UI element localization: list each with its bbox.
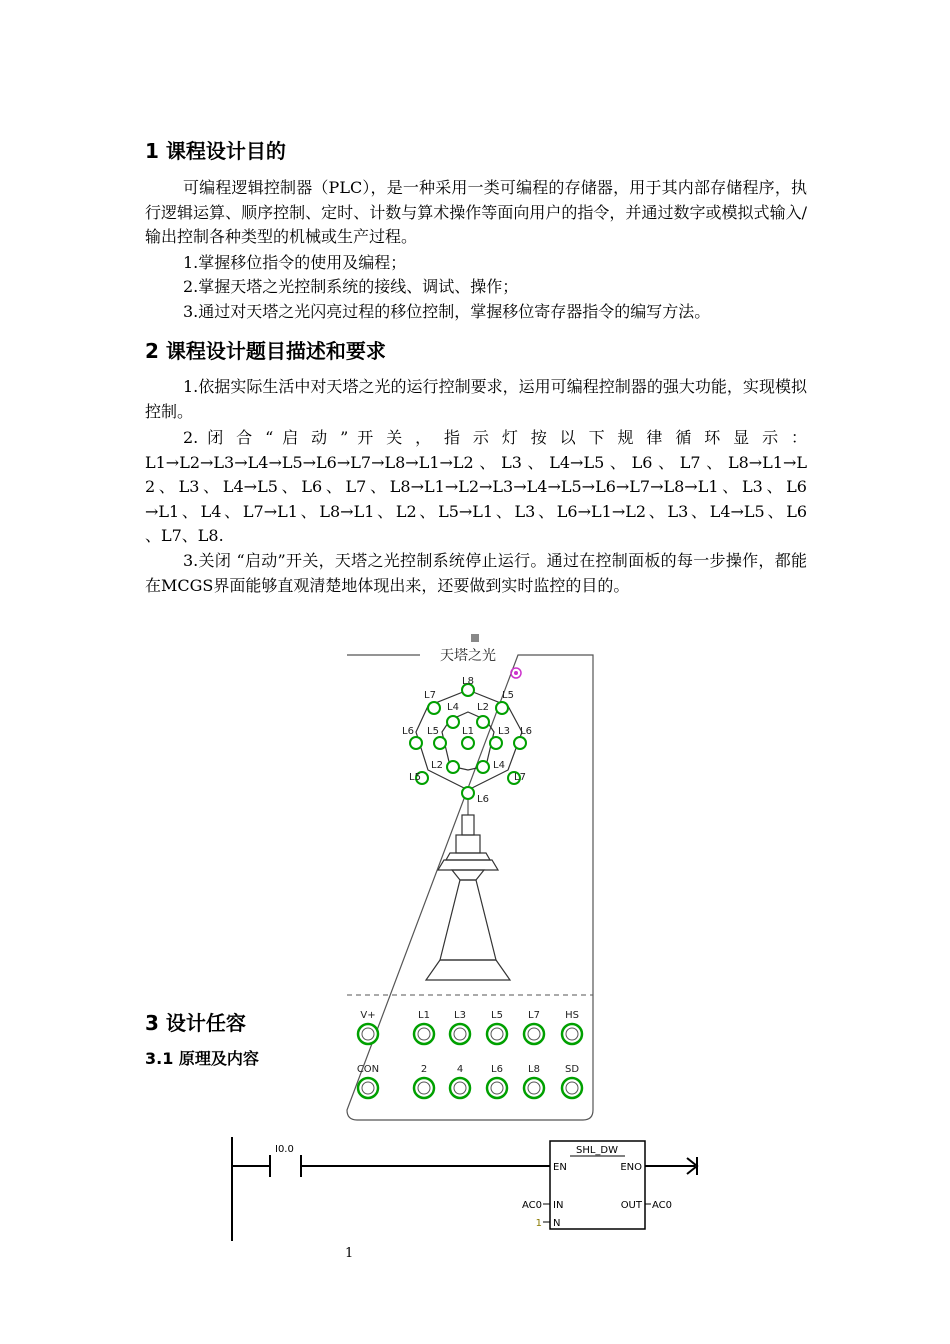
block-title: SHL_DW bbox=[575, 1145, 619, 1156]
button-sd[interactable] bbox=[562, 1078, 582, 1098]
lamp-label: L2 bbox=[431, 760, 443, 771]
out-value: AC0 bbox=[652, 1200, 673, 1211]
lamp-L6-left bbox=[410, 737, 422, 749]
button-label: V+ bbox=[360, 1010, 376, 1021]
lamp-label: L2 bbox=[477, 702, 489, 713]
button-l6[interactable] bbox=[487, 1078, 507, 1098]
button-label: 2 bbox=[420, 1064, 428, 1075]
section-3-title: 3 设计任容 bbox=[145, 1011, 246, 1035]
magenta-indicator-icon bbox=[511, 668, 521, 678]
in-value: AC0 bbox=[521, 1200, 542, 1211]
objective-2: 2.掌握天塔之光控制系统的接线、调试、操作； bbox=[183, 277, 519, 296]
button-label: L1 bbox=[418, 1010, 430, 1021]
lamp-inner-L1 bbox=[462, 737, 474, 749]
lamp-label: L6 bbox=[477, 794, 489, 805]
button-label: 4 bbox=[456, 1064, 464, 1075]
lamp-label: L7 bbox=[424, 690, 436, 701]
n-pin: N bbox=[553, 1218, 561, 1229]
lamp-label: L1 bbox=[462, 726, 474, 737]
lamp-label: L5 bbox=[502, 690, 514, 701]
lamp-label: L4 bbox=[447, 702, 459, 713]
lamp-inner-L4b bbox=[477, 761, 489, 773]
button-con[interactable] bbox=[358, 1078, 378, 1098]
lamp-inner-L5 bbox=[434, 737, 446, 749]
lamp-inner-L2b bbox=[447, 761, 459, 773]
button-l1[interactable] bbox=[414, 1024, 434, 1044]
lamp-label: L8 bbox=[462, 676, 474, 687]
section-1-title: 1 课程设计目的 bbox=[145, 139, 286, 163]
panel-title: 天塔之光 bbox=[440, 648, 496, 664]
lamp-label: L6 bbox=[402, 726, 414, 737]
lamp-label: L5 bbox=[409, 772, 421, 783]
contact-label: I0.0 bbox=[275, 1144, 294, 1155]
section-2-title: 2 课程设计题目描述和要求 bbox=[145, 339, 386, 363]
ladder-diagram bbox=[225, 1133, 705, 1245]
sequence-line-4: 、L7、L8. bbox=[145, 526, 224, 545]
button-hs[interactable] bbox=[562, 1024, 582, 1044]
lamp-label: L3 bbox=[498, 726, 510, 737]
lamp-L6-right bbox=[514, 737, 526, 749]
lamp-label: L7 bbox=[514, 772, 526, 783]
button-v-plus[interactable] bbox=[358, 1024, 378, 1044]
button-label: L8 bbox=[528, 1064, 540, 1075]
lamp-label: L6 bbox=[520, 726, 532, 737]
sequence-line-3: →L1、L4、L7→L1、L8→L1、L2、L5→L1、L3、L6→L1→L2、L3、L4→L5、L6 bbox=[145, 502, 807, 521]
eno-pin: ENO bbox=[620, 1162, 642, 1173]
lamp-inner-L2 bbox=[477, 716, 489, 728]
lamp-label: L4 bbox=[493, 760, 505, 771]
button-label: CON bbox=[356, 1064, 380, 1075]
button-l3[interactable] bbox=[450, 1024, 470, 1044]
button-label: SD bbox=[564, 1064, 580, 1075]
button-label: L5 bbox=[491, 1010, 503, 1021]
sequence-line-1: L1→L2→L3→L4→L5→L6→L7→L8→L1→L2、L3、L4→L5、L6、L7、L8→L1→L bbox=[145, 453, 807, 472]
section-1-paragraph: 可编程逻辑控制器（PLC），是一种采用一类可编程的存储器，用于其内部存储程序，执行逻辑运算、顺序控制、定时、计数与算术操作等面向用户的指令，并通过数字或模拟式输入/输出控制各种类型的机械或生产过程。 bbox=[145, 178, 807, 246]
button-2[interactable] bbox=[414, 1078, 434, 1098]
lamp-label: L5 bbox=[427, 726, 439, 737]
out-pin: OUT bbox=[620, 1200, 642, 1211]
requirement-2-head: 2. 闭 合 “ 启 动 ” 开 关 ， 指 示 灯 按 以 下 规 律 循 环 显 示 ： bbox=[183, 428, 807, 447]
button-label: L6 bbox=[491, 1064, 503, 1075]
in-pin: IN bbox=[553, 1200, 564, 1211]
objective-1: 1.掌握移位指令的使用及编程； bbox=[183, 253, 407, 272]
button-label: L3 bbox=[454, 1010, 466, 1021]
subsection-3-1-title: 3.1 原理及内容 bbox=[145, 1049, 259, 1068]
tower-light-panel bbox=[340, 630, 602, 1124]
button-label: HS bbox=[565, 1010, 579, 1021]
button-l8[interactable] bbox=[524, 1078, 544, 1098]
lamp-L6-bottom bbox=[462, 787, 474, 799]
en-pin: EN bbox=[553, 1162, 567, 1173]
requirement-3: 3.关闭 “启动”开关，天塔之光控制系统停止运行。通过在控制面板的每一步操作，都能在MCGS界面能够直观清楚地体现出来，还要做到实时监控的目的。 bbox=[145, 551, 807, 595]
button-l7[interactable] bbox=[524, 1024, 544, 1044]
button-l5[interactable] bbox=[487, 1024, 507, 1044]
lamp-inner-L4 bbox=[447, 716, 459, 728]
page-number: 1 bbox=[345, 1246, 354, 1261]
lamp-L7-left bbox=[428, 702, 440, 714]
sequence-line-2: 2、L3、L4→L5、L6、L7、L8→L1→L2→L3→L4→L5→L6→L7→L8→L1、L3、L6 bbox=[145, 477, 807, 496]
lamp-inner-L3 bbox=[490, 737, 502, 749]
n-value: 1 bbox=[535, 1218, 542, 1229]
button-label: L7 bbox=[528, 1010, 540, 1021]
tower-drawing bbox=[426, 815, 510, 980]
handle-marker bbox=[471, 634, 479, 642]
requirement-1: 1.依据实际生活中对天塔之光的运行控制要求，运用可编程控制器的强大功能，实现模拟控制。 bbox=[145, 377, 807, 421]
lamp-L5-right bbox=[496, 702, 508, 714]
button-4[interactable] bbox=[450, 1078, 470, 1098]
objective-3: 3.通过对天塔之光闪亮过程的移位控制，掌握移位寄存器指令的编写方法。 bbox=[183, 302, 711, 321]
